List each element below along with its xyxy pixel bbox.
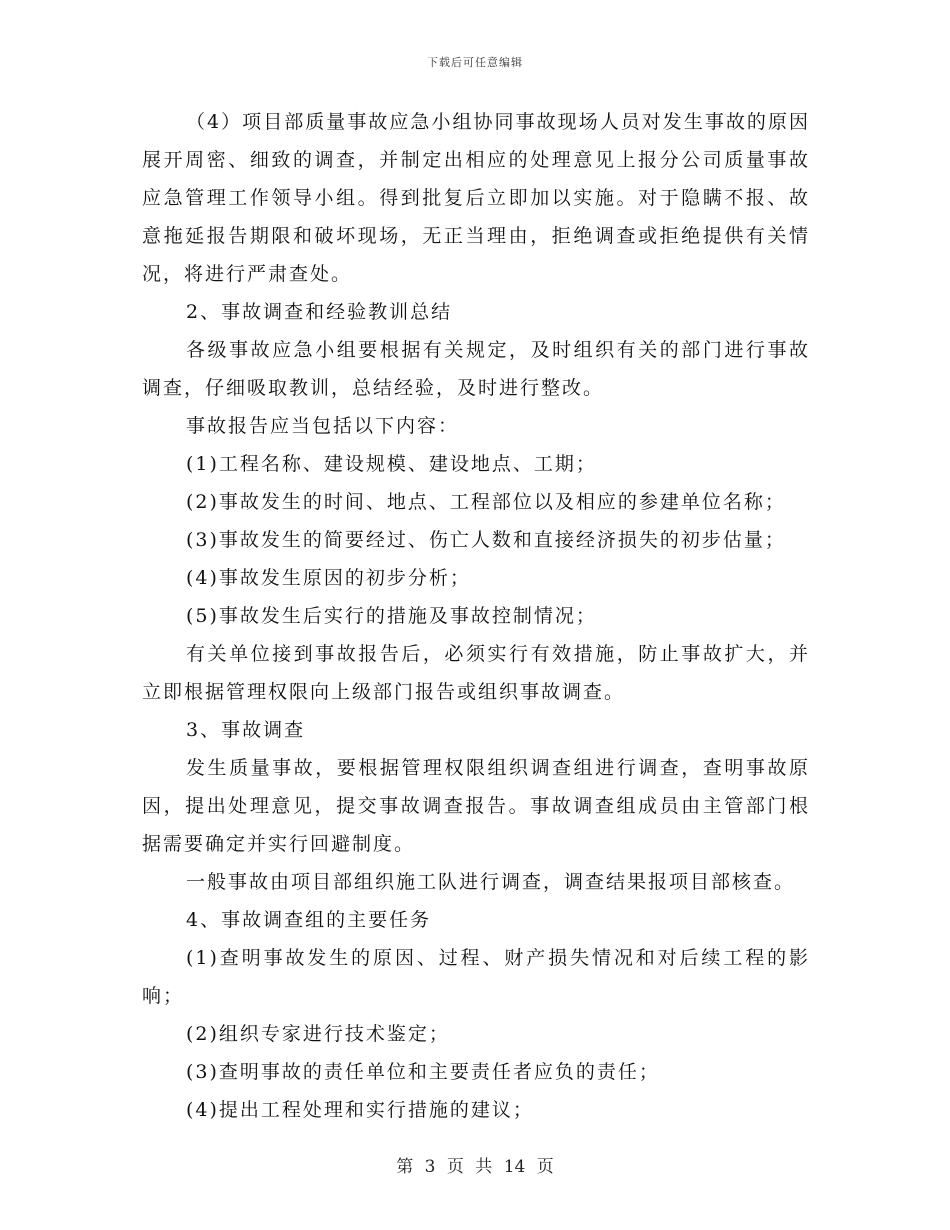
list-item: (3)事故发生的简要经过、伤亡人数和直接经济损失的初步估量； (186, 529, 786, 551)
list-item: (4)提出工程处理和实行措施的建议； (186, 1099, 534, 1121)
list-item: (5)事故发生后实行的措施及事故控制情况； (186, 605, 597, 627)
paragraph: 一般事故由项目部组织施工队进行调查，调查结果报项目部核查。 (186, 871, 796, 893)
paragraph: 事故报告应当包括以下内容： (186, 415, 460, 437)
page-footer: 第 3 页 共 14 页 (396, 1157, 554, 1177)
document-body (142, 103, 810, 1129)
paragraph: 有关单位接到事故报告后，必须实行有效措施，防止事故扩大，并立即根据管理权限向上级部门报告或组织事故调查。 (142, 643, 810, 703)
section-heading: 4、事故调查组的主要任务 (186, 909, 432, 931)
paragraph: 发生质量事故，要根据管理权限组织调查组进行调查，查明事故原因，提出处理意见，提交事故调查报告。事故调查组成员由主管部门根据需要确定并实行回避制度。 (142, 757, 810, 855)
page-header: 下载后可任意编辑 (427, 56, 523, 69)
paragraph: 各级事故应急小组要根据有关规定，及时组织有关的部门进行事故调查，仔细吸取教训，总结经验，及时进行整改。 (142, 339, 810, 399)
list-item: (1)查明事故发生的原因、过程、财产损失情况和对后续工程的影响； (142, 947, 810, 1007)
section-heading: 3、事故调查 (186, 719, 306, 741)
list-item: (2)事故发生的时间、地点、工程部位以及相应的参建单位名称； (186, 491, 786, 513)
section-heading: 2、事故调查和经验教训总结 (186, 301, 453, 323)
list-item: (2)组织专家进行技术鉴定； (186, 1023, 450, 1045)
list-item: (3)查明事故的责任单位和主要责任者应负的责任； (186, 1061, 660, 1083)
list-item: (1)工程名称、建设规模、建设地点、工期； (186, 453, 597, 475)
paragraph: （4）项目部质量事故应急小组协同事故现场人员对发生事故的原因展开周密、细致的调查，并制定出相应的处理意见上报分公司质量事故应急管理工作领导小组。得到批复后立即加以实施。对于隐瞒不报、故意拖延报告期限和破坏现场，无正当理由，拒绝调查或拒绝提供有关情况，将进行严肃查处。 (142, 111, 810, 285)
list-item: (4)事故发生原因的初步分析； (186, 567, 471, 589)
